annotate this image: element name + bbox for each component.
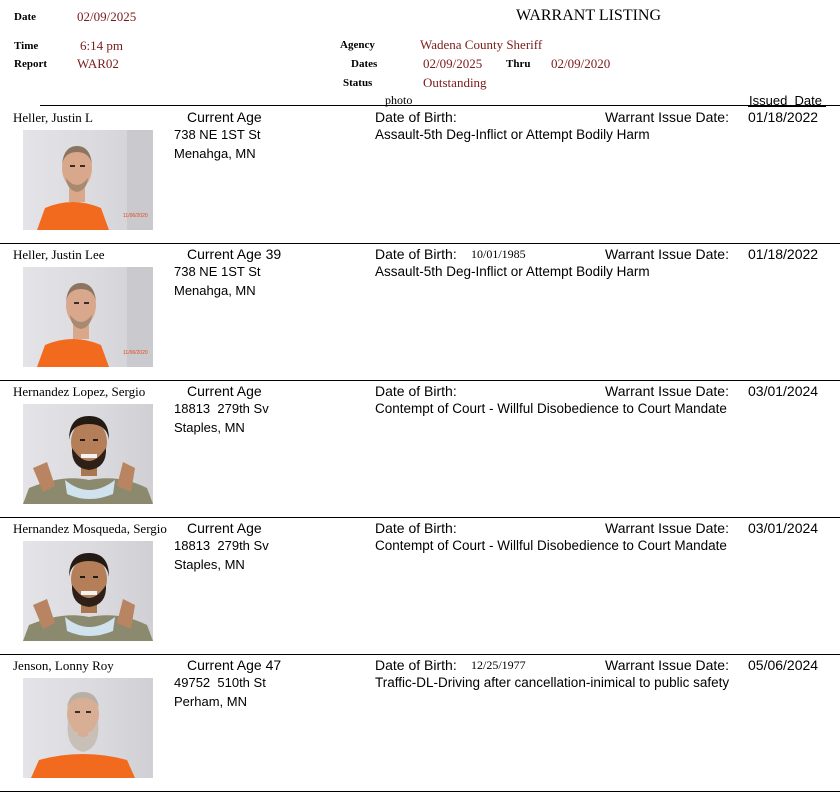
warrant-issue-date: 01/18/2022 [748, 246, 819, 262]
warrant-issue-label: Warrant Issue Date: [605, 520, 729, 536]
dob-label: Date of Birth: [375, 383, 457, 399]
address-city: Staples, MN [174, 557, 245, 572]
warrant-issue-date: 03/01/2024 [748, 520, 819, 536]
offense-description: Traffic-DL-Driving after cancellation-inimical to public safety [375, 675, 730, 690]
warrant-issue-label: Warrant Issue Date: [605, 246, 729, 262]
current-age: Current Age [187, 109, 262, 125]
mugshot-photo [23, 404, 153, 504]
warrant-record [0, 243, 840, 380]
address-street: 49752 510th St [174, 675, 266, 690]
report-label: Report [14, 58, 47, 70]
mugshot-photo [23, 678, 153, 778]
address-city: Perham, MN [174, 694, 247, 709]
warrant-issue-date: 05/06/2024 [748, 657, 819, 673]
person-name: Hernandez Mosqueda, Sergio [13, 521, 167, 536]
photo-column-header: photo [385, 93, 413, 107]
mugshot-photo [23, 267, 153, 367]
dates-label: Dates [351, 58, 378, 70]
photo-date-stamp: 11/06/2020 [123, 350, 148, 356]
address-street: 18813 279th Sv [174, 538, 269, 553]
address-street: 18813 279th Sv [174, 401, 269, 416]
dob-value: 12/25/1977 [471, 658, 526, 672]
warrant-issue-label: Warrant Issue Date: [605, 657, 729, 673]
warrant-issue-date: 03/01/2024 [748, 383, 819, 399]
address-city: Staples, MN [174, 420, 245, 435]
dates-from: 02/09/2025 [423, 56, 483, 71]
agency-label: Agency [340, 39, 375, 51]
person-name: Jenson, Lonny Roy [13, 658, 114, 673]
current-age: Current Age [187, 383, 262, 399]
dob-label: Date of Birth: [375, 520, 457, 536]
warrant-record [0, 106, 840, 243]
dob-label: Date of Birth: [375, 246, 457, 262]
status-value: Outstanding [423, 75, 487, 90]
dob-value: 10/01/1985 [471, 247, 526, 261]
address-street: 738 NE 1ST St [174, 264, 261, 279]
current-age: Current Age 47 [187, 657, 282, 673]
date-value: 02/09/2025 [77, 9, 137, 24]
warrant-record [0, 517, 840, 654]
person-name: Hernandez Lopez, Sergio [13, 384, 146, 399]
dob-label: Date of Birth: [375, 657, 457, 673]
report-value: WAR02 [77, 56, 119, 71]
warrant-issue-label: Warrant Issue Date: [605, 383, 729, 399]
current-age: Current Age [187, 520, 262, 536]
issued-date-column-header: Issued Date [749, 93, 822, 108]
mugshot-photo [23, 541, 153, 641]
offense-description: Assault-5th Deg-Inflict or Attempt Bodily Harm [375, 127, 650, 142]
thru-label: Thru [506, 58, 531, 70]
report-title: WARRANT LISTING [516, 7, 662, 24]
person-name: Heller, Justin Lee [13, 247, 105, 262]
address-city: Menahga, MN [174, 146, 256, 161]
mugshot-photo [23, 130, 153, 230]
date-label: Date [14, 11, 36, 23]
current-age: Current Age 39 [187, 246, 282, 262]
warrant-record [0, 654, 840, 791]
time-value: 6:14 pm [80, 38, 123, 53]
warrant-issue-date: 01/18/2022 [748, 109, 819, 125]
dob-label: Date of Birth: [375, 109, 457, 125]
warrant-record [0, 380, 840, 517]
offense-description: Contempt of Court - Willful Disobedience to Court Mandate [375, 538, 727, 553]
photo-date-stamp: 11/06/2020 [123, 213, 148, 219]
agency-value: Wadena County Sheriff [420, 37, 543, 52]
address-city: Menahga, MN [174, 283, 256, 298]
dates-thru: 02/09/2020 [551, 56, 611, 71]
time-label: Time [14, 40, 39, 52]
offense-description: Contempt of Court - Willful Disobedience to Court Mandate [375, 401, 727, 416]
status-label: Status [343, 77, 373, 89]
warrant-issue-label: Warrant Issue Date: [605, 109, 729, 125]
offense-description: Assault-5th Deg-Inflict or Attempt Bodily Harm [375, 264, 650, 279]
person-name: Heller, Justin L [13, 110, 93, 125]
address-street: 738 NE 1ST St [174, 127, 261, 142]
